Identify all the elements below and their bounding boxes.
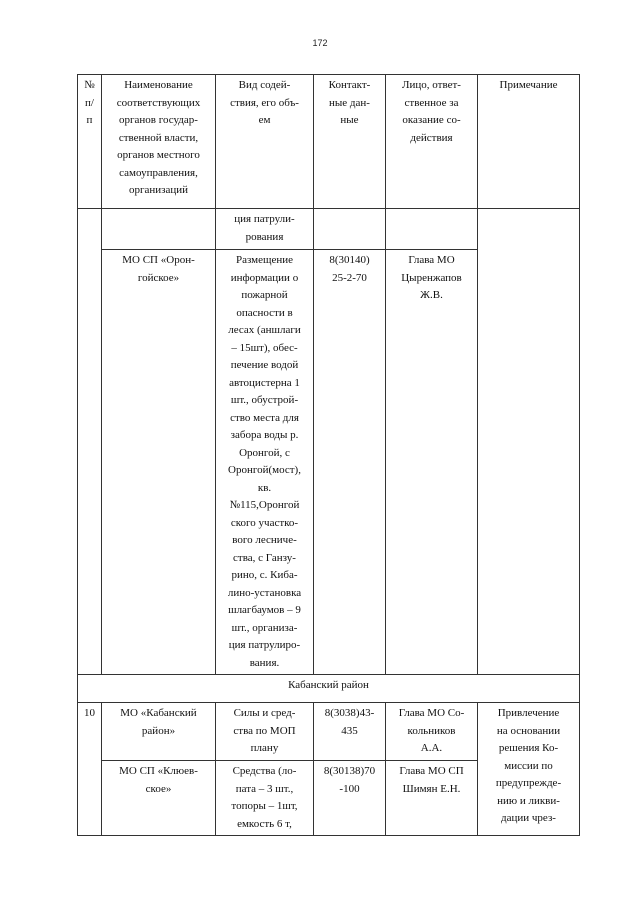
header-responsible-person: Лицо, ответ- ственное за оказание со- действия [386,75,478,209]
assistance-kind-cell: Силы и сред- ства по МОП плану [216,703,314,761]
responsible-person-cell [386,209,478,250]
header-assistance-kind: Вид содей- ствия, его объ- ем [216,75,314,209]
assistance-kind-cell: Размещение информации о пожарной опасности в лесах (аншлаги – 15шт), обес- печение водой автоцистерна 1 шт., обустрой- ство места для забора воды р. Оронгой, с Оронгой(мост), кв. №115,Оронгой ского участко- вого лесниче- ства, с Ганзу- рино, с. Киба- лино-установка шлагбаумов – 9 шт., организа- ция патрулиро- вания. [216,250,314,675]
responsible-person-cell: Глава МО Со- кольников А.А. [386,703,478,761]
region-row [78,675,580,703]
contacts-cell [314,209,386,250]
row-number-cell: 10 [78,703,102,836]
assistance-kind-cell: ция патрули- рования [216,209,314,250]
header-organization: Наименование соответствующих органов государ- ственной власти, органов местного самоуправления, организаций [102,75,216,209]
contacts-cell: 8(3038)43- 435 [314,703,386,761]
page-number: 172 [312,38,328,48]
responsible-person-cell: Глава МО Цыренжапов Ж.В. [386,250,478,675]
org-cell [102,209,216,250]
header-number: № п/ п [78,75,102,209]
table-header-row [78,75,580,209]
org-cell: МО «Кабанский район» [102,703,216,761]
contacts-cell: 8(30140) 25-2-70 [314,250,386,675]
header-note: Примечание [478,75,580,209]
table-row [78,209,580,250]
assistance-kind-cell: Средства (ло- пата – 3 шт., топоры – 1шт, емкость 6 т, [216,761,314,836]
assistance-table [77,74,580,836]
header-contacts: Контакт- ные дан- ные [314,75,386,209]
contacts-cell: 8(30138)70 -100 [314,761,386,836]
responsible-person-cell: Глава МО СП Шимян Е.Н. [386,761,478,836]
note-cell: Привлечение на основании решения Ко- миссии по предупрежде- нию и ликви- дации чрез- [478,703,580,836]
note-cell [478,209,580,675]
table-row [78,703,580,761]
org-cell: МО СП «Клюев- ское» [102,761,216,836]
org-cell: МО СП «Орон- гойское» [102,250,216,675]
row-number-cell [78,209,102,675]
region-heading: Кабанский район [78,675,580,703]
